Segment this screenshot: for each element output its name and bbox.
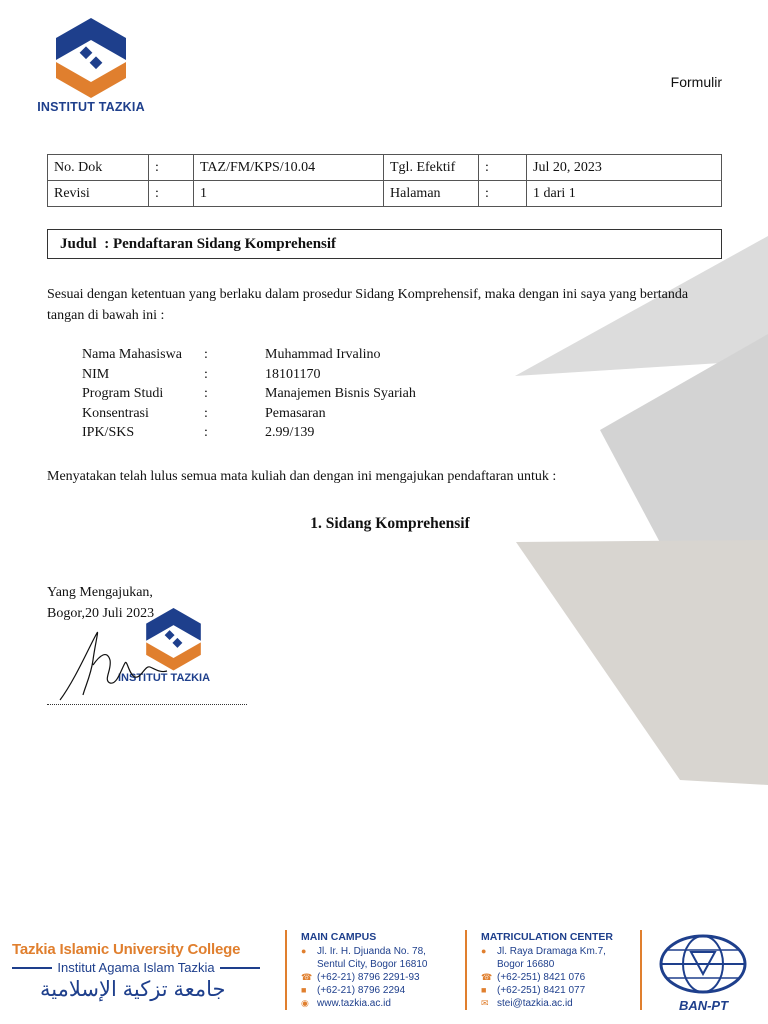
table-row — [82, 404, 416, 424]
phone-row — [481, 971, 613, 984]
logo-wordmark: INSTITUT TAZKIA — [37, 100, 145, 114]
revisi-value: 1 — [194, 181, 384, 207]
email-row — [481, 997, 613, 1010]
concentration-value: Pemasaran — [265, 405, 326, 421]
colon: : — [204, 425, 208, 440]
colon: : — [149, 181, 194, 207]
student-info-table — [82, 345, 416, 443]
matriculation-title: MATRICULATION CENTER — [481, 931, 614, 943]
divider — [220, 967, 260, 969]
phone-number: (+62-251) 8421 076 — [497, 972, 586, 983]
registration-option: 1. Sidang Komprehensif — [310, 515, 470, 532]
colon: : — [479, 181, 527, 207]
email-link[interactable]: stei@tazkia.ac.id — [497, 998, 573, 1009]
address-line: Jl. Ir. H. Djuanda No. 78, — [317, 946, 426, 957]
divider — [465, 930, 467, 1010]
document-title-box — [47, 229, 722, 259]
table-row — [82, 384, 416, 404]
address-row — [301, 958, 427, 971]
statement-text: Menyatakan telah lulus semua mata kuliah dan dengan ini mengajukan pendaftaran untuk : — [47, 469, 557, 484]
concentration-label: Konsentrasi — [82, 405, 149, 421]
address-row — [481, 945, 613, 958]
program-label: Program Studi — [82, 386, 164, 401]
address-line: Bogor 16680 — [497, 959, 555, 970]
ban-pt-logo — [656, 930, 751, 1018]
colon: : — [479, 155, 527, 181]
location-pin-icon: ● — [301, 946, 307, 956]
colon: : — [204, 366, 208, 382]
location-pin-icon: ● — [481, 946, 487, 956]
fax-number: (+62-251) 8421 077 — [497, 985, 586, 996]
main-campus-title: MAIN CAMPUS — [301, 931, 377, 943]
tazkia-emblem-icon — [24, 18, 158, 100]
nim-value: 18101170 — [265, 366, 321, 382]
fax-row — [481, 984, 613, 997]
title-label: Judul — [60, 236, 97, 252]
address-line: Jl. Raya Dramaga Km.7, — [497, 946, 606, 957]
handwritten-signature — [55, 625, 175, 705]
phone-icon: ☎ — [481, 972, 493, 982]
halaman-label: Halaman — [384, 181, 479, 207]
tgl-efektif-label: Tgl. Efektif — [384, 155, 479, 181]
phone-row — [301, 971, 427, 984]
institute-name: Institut Agama Islam Tazkia — [57, 960, 215, 975]
student-name-value: Muhammad Irvalino — [265, 347, 381, 362]
fax-icon: ■ — [481, 985, 487, 995]
letterhead-footer — [0, 925, 768, 1024]
stamp-wordmark: INSTITUT TAZKIA — [118, 672, 211, 684]
address-line: Sentul City, Bogor 16810 — [317, 959, 428, 970]
table-row — [82, 365, 416, 385]
colon: : — [204, 405, 208, 421]
place-date: Bogor,20 Juli 2023 — [47, 606, 155, 621]
website-link[interactable]: www.tazkia.ac.id — [317, 998, 391, 1009]
no-dok-label: No. Dok — [48, 155, 149, 181]
table-row — [48, 181, 722, 207]
table-row — [82, 423, 416, 443]
colon: : — [204, 347, 208, 362]
table-row — [82, 345, 416, 365]
divider — [285, 930, 287, 1010]
institute-name-row — [12, 960, 260, 975]
signature-line — [47, 704, 247, 705]
fax-number: (+62-21) 8796 2294 — [317, 985, 406, 996]
web-row — [301, 997, 427, 1010]
address-row — [481, 958, 613, 971]
fax-icon: ■ — [301, 985, 307, 995]
applicant-label: Yang Mengajukan, — [47, 585, 153, 600]
halaman-value: 1 dari 1 — [527, 181, 722, 207]
globe-icon — [656, 930, 751, 998]
table-row — [48, 155, 722, 181]
program-value: Manajemen Bisnis Syariah — [265, 386, 416, 401]
address-row — [301, 945, 427, 958]
institut-tazkia-logo — [24, 18, 158, 118]
gpa-value: 2.99/139 — [265, 425, 315, 440]
divider — [640, 930, 642, 1010]
colon: : — [149, 155, 194, 181]
title-separator: : — [104, 236, 110, 252]
phone-number: (+62-21) 8796 2291-93 — [317, 972, 420, 983]
mail-icon: ✉ — [481, 998, 489, 1008]
form-type-label: Formulir — [670, 74, 722, 90]
nim-label: NIM — [82, 366, 110, 382]
phone-icon: ☎ — [301, 972, 313, 982]
tgl-efektif-value: Jul 20, 2023 — [527, 155, 722, 181]
student-name-label: Nama Mahasiswa — [82, 347, 182, 362]
university-name: Tazkia Islamic University College — [12, 941, 241, 958]
revisi-label: Revisi — [48, 181, 149, 207]
fax-row — [301, 984, 427, 997]
divider — [12, 967, 52, 969]
page-title: Pendaftaran Sidang Komprehensif — [112, 236, 337, 252]
matriculation-center-block — [481, 931, 613, 1010]
intro-paragraph: Sesuai dengan ketentuan yang berlaku dalam prosedur Sidang Komprehensif, maka dengan ini saya yang bertanda tangan di bawah ini : — [47, 287, 689, 323]
no-dok-value: TAZ/FM/KPS/10.04 — [194, 155, 384, 181]
globe-icon: ◉ — [301, 998, 309, 1008]
arabic-name: جامعة تزكية الإسلامية — [40, 978, 226, 1001]
colon: : — [204, 386, 208, 401]
gpa-label: IPK/SKS — [82, 425, 135, 440]
main-campus-block — [301, 931, 427, 1010]
accreditation-label: BAN-PT — [678, 998, 729, 1013]
document-control-table — [47, 154, 722, 207]
